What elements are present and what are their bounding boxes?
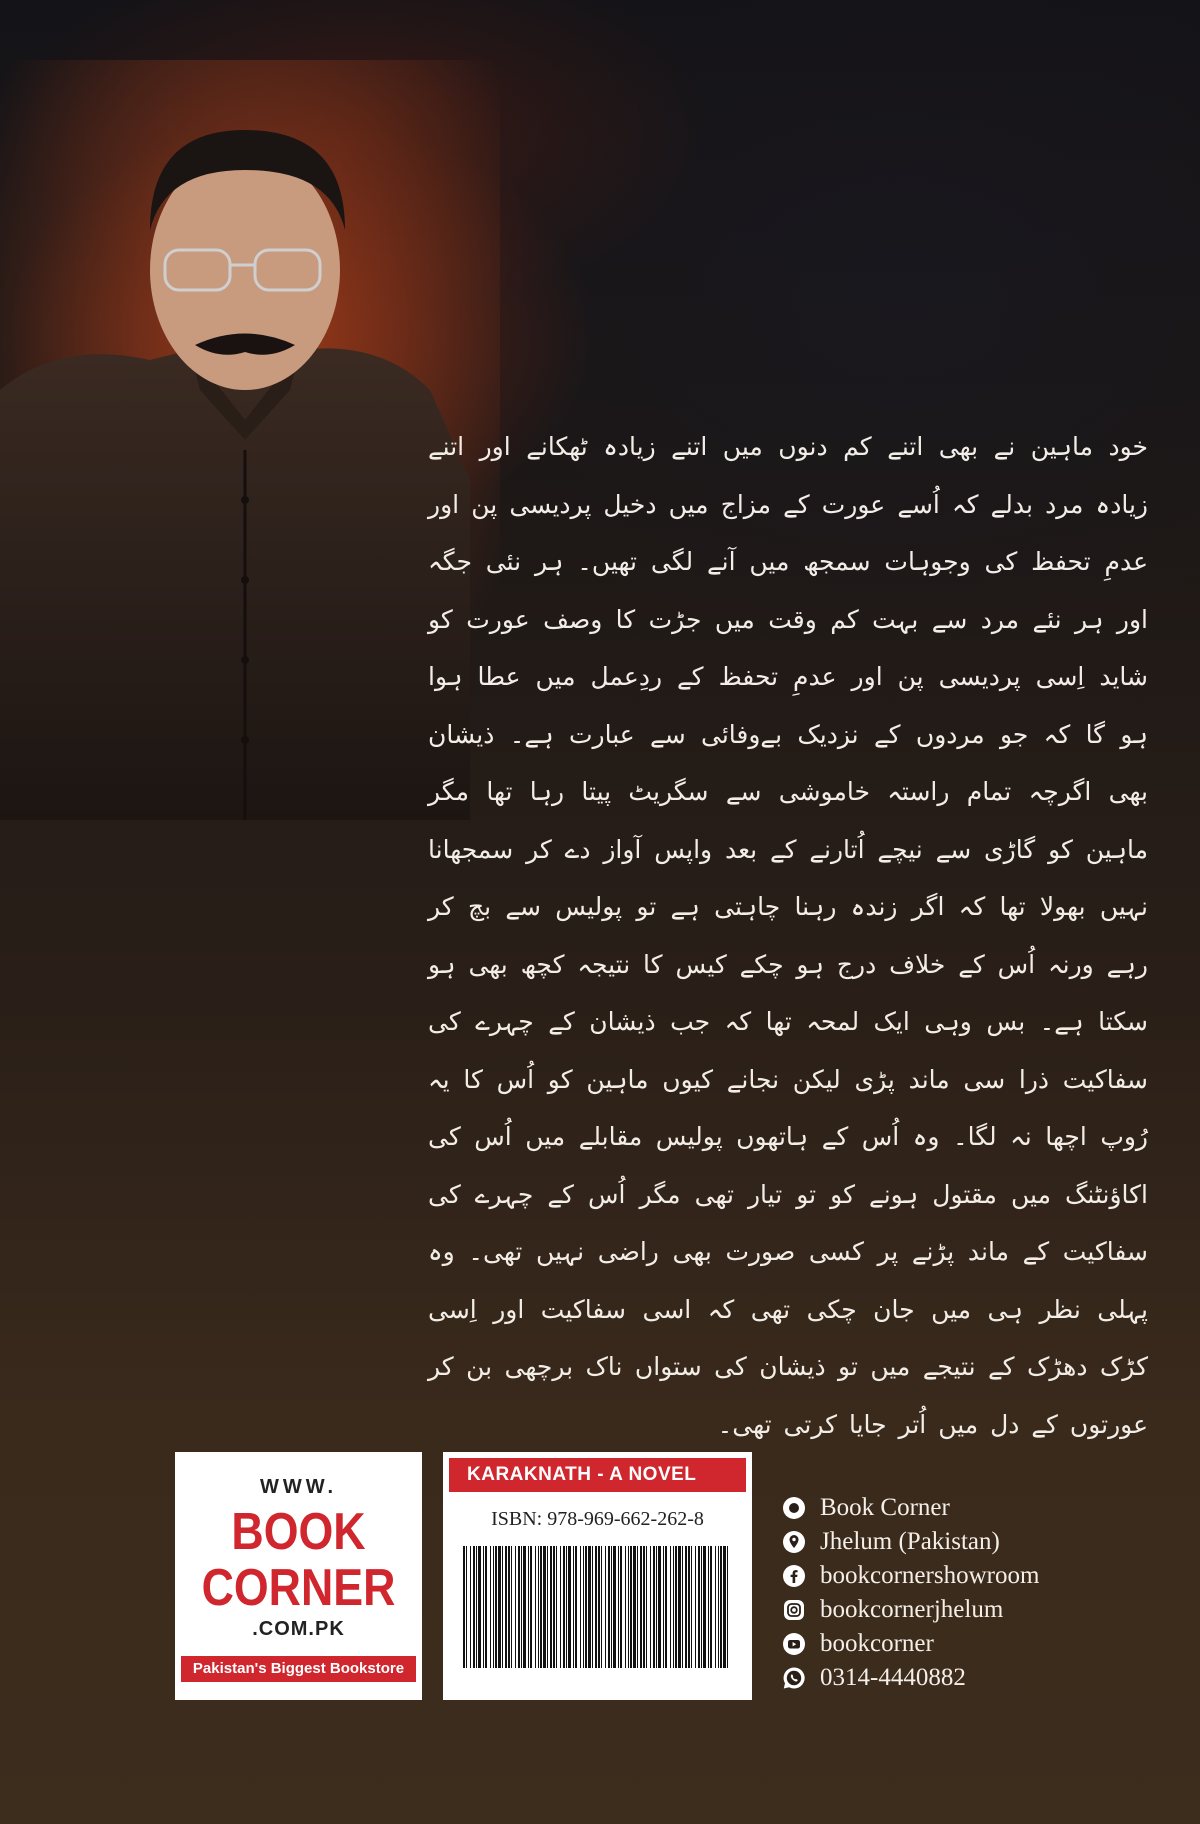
youtube-icon xyxy=(782,1632,806,1656)
book-title-label: KARAKNATH - A NOVEL xyxy=(449,1458,746,1492)
contact-item xyxy=(782,1629,1039,1660)
contact-item xyxy=(782,1663,1039,1694)
logo-domain: .COM.PK xyxy=(252,1618,345,1640)
contact-list xyxy=(782,1492,1039,1697)
instagram-icon xyxy=(782,1598,806,1622)
barcode-panel xyxy=(443,1452,752,1700)
contact-text: Jhelum (Pakistan) xyxy=(820,1527,1000,1555)
contact-item xyxy=(782,1526,1039,1557)
contact-text: Book Corner xyxy=(820,1493,950,1521)
contact-item xyxy=(782,1560,1039,1591)
contact-item xyxy=(782,1492,1039,1523)
contact-text: 0314-4440882 xyxy=(820,1664,966,1692)
logo-corner: CORNER xyxy=(201,1559,396,1617)
contact-text: bookcorner xyxy=(820,1630,934,1658)
circle-icon xyxy=(782,1496,806,1520)
logo-www: WWW. xyxy=(259,1476,338,1498)
logo-book: BOOK xyxy=(231,1503,366,1561)
whatsapp-icon xyxy=(782,1666,806,1690)
book-corner-logo xyxy=(175,1452,422,1700)
isbn-text: ISBN: 978-969-662-262-8 xyxy=(491,1508,704,1530)
contact-text: bookcornershowroom xyxy=(820,1561,1040,1589)
back-cover-paragraph: خود ماہین نے بھی اتنے کم دنوں میں اتنے زیادہ ٹھکانے اور اتنے زیادہ مرد بدلے کہ اُسے عورت کے مزاج میں دخیل پردیسی پن اور عدمِ تحفظ کی وجوہات سمجھ میں آنے لگی تھیں۔ ہر نئی جگہ اور ہر نئے مرد سے بہت کم وقت میں جڑت کا وصف عورت کو شاید اِسی پردیسی پن اور عدمِ تحفظ کے ردِعمل میں عطا ہوا ہو گا کہ جو مردوں کے نزدیک بےوفائی سے عبارت ہے۔ ذیشان بھی اگرچہ تمام راستہ خاموشی سے سگریٹ پیتا رہا تھا مگر ماہین کو گاڑی سے نیچے اُتارنے کے بعد واپس آواز دے کر سمجھانا نہیں بھولا تھا کہ اگر زندہ رہنا چاہتی ہے تو پولیس سے بچ کر رہے ورنہ اُس کے خلاف درج ہو چکے کیس کا نتیجہ کچھ بھی ہو سکتا ہے۔ بس وہی ایک لمحہ تھا کہ جب ذیشان کے چہرے کی سفاکیت ذرا سی ماند پڑی لیکن نجانے کیوں ماہین کو اُس کا یہ رُوپ اچھا نہ لگا۔ وہ اُس کے ہاتھوں پولیس مقابلے میں اُس کی اکاؤنٹنگ میں مقتول ہونے کو تو تیار تھی مگر اُس کے چہرے کی سفاکیت کے ماند پڑنے پر کسی صورت بھی راضی نہیں تھی۔ وہ پہلی نظر ہی میں جان چکی تھی کہ اسی سفاکیت اور اِسی کڑک دھڑک کے نتیجے میں تو ذیشان کی ستواں ناک برچھی بن کر عورتوں کے دل میں اُتر جایا کرتی تھی۔ xyxy=(428,432,1148,1439)
barcode xyxy=(463,1546,731,1668)
contact-item xyxy=(782,1595,1039,1626)
contact-text: bookcornerjhelum xyxy=(820,1596,1004,1624)
author-portrait xyxy=(0,60,500,820)
logo-tagline: Pakistan's Biggest Bookstore xyxy=(181,1656,416,1682)
location-pin-icon xyxy=(782,1530,806,1554)
facebook-icon xyxy=(782,1564,806,1588)
